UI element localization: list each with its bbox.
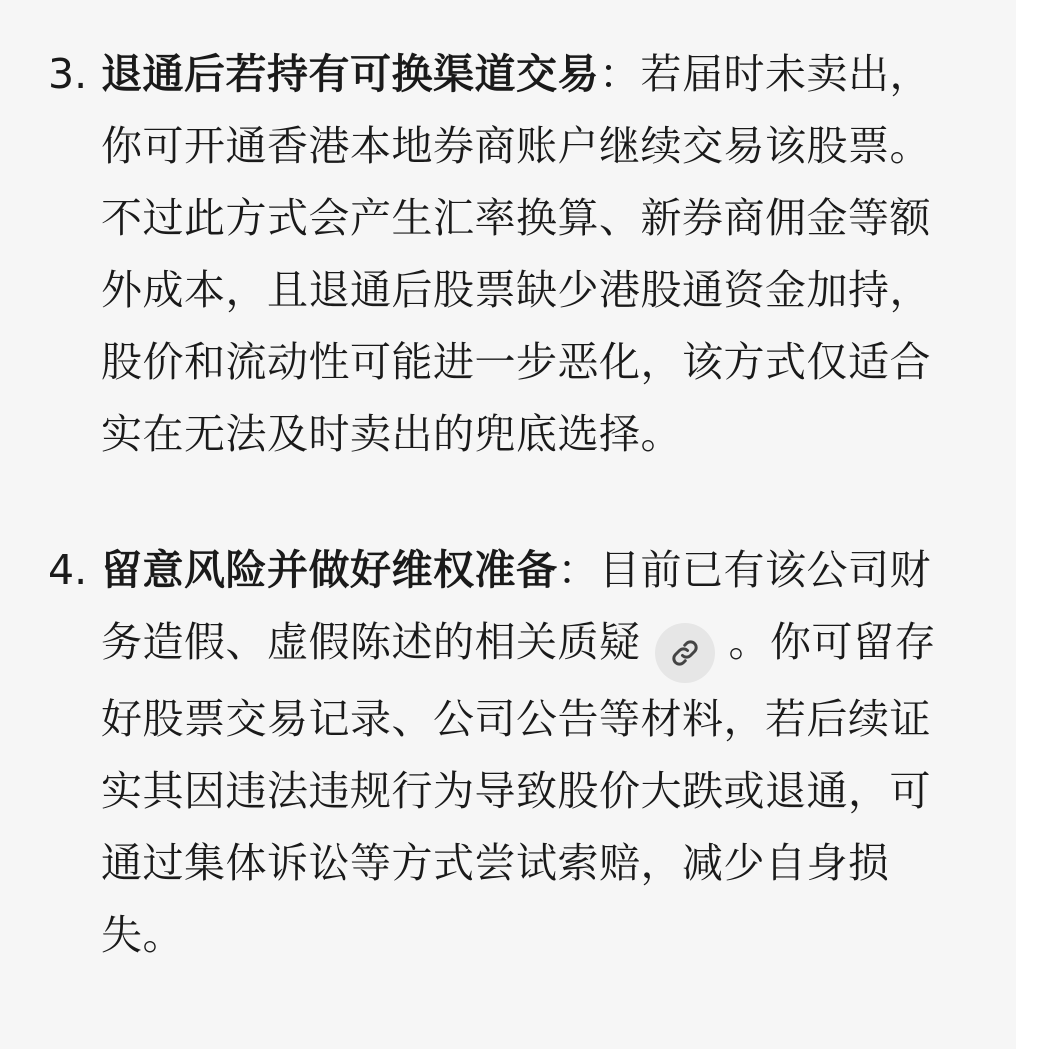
list-item-body-part1: 目前已有该公司财务造假、虚假陈述的相关质疑	[101, 546, 931, 666]
list-item-text	[101, 38, 947, 470]
link-icon	[670, 638, 700, 668]
list-item-body-part2: 。你可留存好股票交易记录、公司公告等材料，若后续证实其因违法违规行为导致股价大跌或退通，可通过集体诉讼等方式尝试索赔，减少自身损失。	[101, 618, 936, 959]
numbered-list	[0, 38, 1016, 1035]
title-colon: ：	[557, 546, 599, 594]
title-colon: ：	[599, 50, 641, 98]
list-item-title: 留意风险并做好维权准备	[101, 546, 558, 594]
list-item-number: 4.	[48, 546, 88, 594]
list-item-body: 若届时未卖出，你可开通香港本地券商账户继续交易该股票。不过此方式会产生汇率换算、新券商佣金等额外成本，且退通后股票缺少港股通资金加持，股价和流动性可能进一步恶化，该方式仅适合实在无法及时卖出的兜底选择。	[101, 50, 931, 458]
right-margin	[1016, 0, 1049, 1049]
list-item-title: 退通后若持有可换渠道交易	[101, 50, 599, 98]
list-item-3	[0, 38, 1016, 470]
list-item-4	[0, 534, 1016, 971]
source-link-button[interactable]	[655, 623, 715, 683]
list-item-text	[101, 534, 947, 971]
list-item-number: 3.	[48, 50, 88, 98]
